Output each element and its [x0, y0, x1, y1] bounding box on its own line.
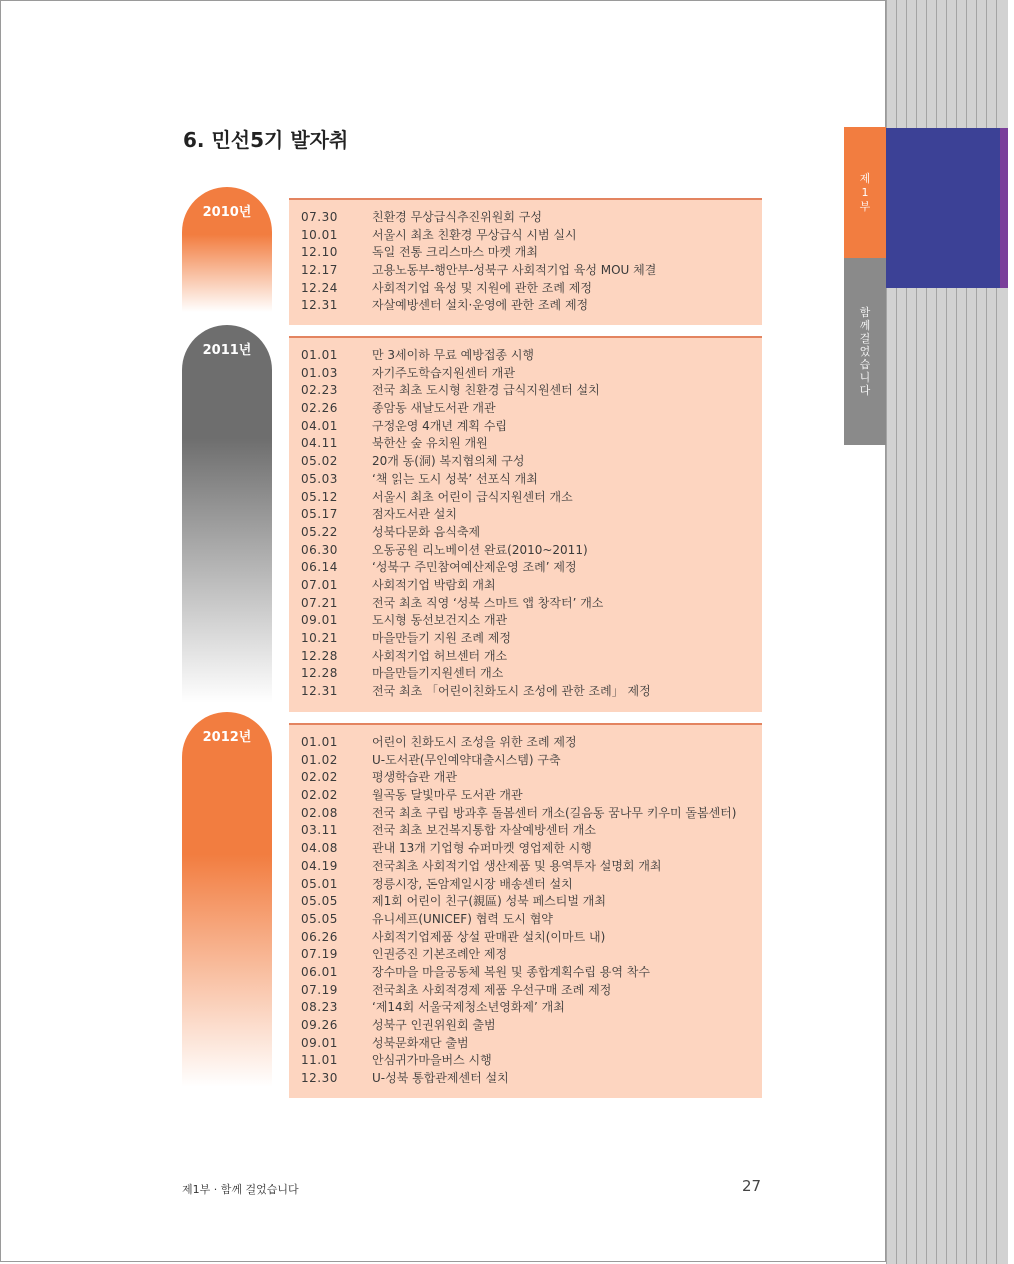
- event-text: 성북구 인권위원회 출범: [372, 1018, 496, 1032]
- event-text: ‘책 읽는 도시 성북’ 선포식 개최: [372, 471, 538, 486]
- event-text: ‘성북구 주민참여예산제운영 조례’ 제정: [372, 560, 577, 575]
- part-subtitle-tab: [844, 258, 886, 445]
- event-date: 05.03: [301, 471, 338, 486]
- subtitle-char: 습: [859, 358, 871, 371]
- page-title: 6. 민선5기 발자취: [183, 128, 349, 152]
- timeline-row: [289, 612, 762, 630]
- timeline-row: [289, 630, 762, 648]
- timeline-row: [289, 542, 762, 560]
- event-text: 제1회 어린이 친구(親區) 성북 페스티벌 개최: [372, 894, 606, 909]
- event-date: 02.08: [301, 805, 338, 820]
- event-text: 구정운영 4개년 계획 수립: [372, 418, 507, 433]
- event-text: 전국 최초 직영 ‘성북 스마트 앱 창작터’ 개소: [372, 595, 604, 610]
- event-text: 사회적기업 허브센터 개소: [372, 648, 508, 663]
- event-date: 05.12: [301, 489, 338, 504]
- part-tab-char: 1: [861, 186, 869, 199]
- timeline-row: [289, 999, 762, 1017]
- event-text: 종암동 새날도서관 개관: [372, 401, 496, 416]
- timeline-row: [289, 595, 762, 613]
- event-text: 도시형 동선보건지소 개관: [372, 613, 508, 628]
- event-date: 02.02: [301, 770, 338, 785]
- chapter-band-accent: [1000, 128, 1008, 288]
- year-pill-2012: [182, 712, 272, 1087]
- timeline-row: [289, 648, 762, 666]
- event-text: 전국 최초 보건복지통합 자살예방센터 개소: [372, 823, 596, 838]
- event-text: 안심귀가마을버스 시행: [372, 1053, 492, 1068]
- timeline-row: [289, 209, 762, 227]
- timeline-row: [289, 1070, 762, 1088]
- event-text: 서울시 최초 어린이 급식지원센터 개소: [372, 489, 573, 504]
- event-text: 고용노동부-행안부-성북구 사회적기업 육성 MOU 체결: [372, 263, 657, 278]
- events-box-2012: [289, 723, 762, 1098]
- event-date: 01.01: [301, 348, 338, 362]
- event-text: 장수마을 마을공동체 복원 및 종합계획수립 용역 착수: [372, 964, 650, 979]
- event-text: 사회적기업 박람회 개최: [372, 577, 496, 592]
- timeline-row: [289, 876, 762, 894]
- event-date: 11.01: [301, 1053, 338, 1068]
- timeline-row: [289, 227, 762, 245]
- event-date: 01.03: [301, 365, 338, 380]
- timeline-row: [289, 1017, 762, 1035]
- timeline-row: [289, 822, 762, 840]
- event-text: 인권증진 기본조례안 제정: [372, 947, 508, 962]
- event-text: 어린이 친화도시 조성을 위한 조례 제정: [372, 735, 577, 749]
- event-date: 01.02: [301, 752, 338, 767]
- events-box-2010: [289, 198, 762, 325]
- timeline-row: [289, 471, 762, 489]
- timeline-row: [289, 506, 762, 524]
- event-text: 점자도서관 설치: [372, 507, 457, 522]
- event-text: 전국 최초 도시형 친환경 급식지원센터 설치: [372, 383, 600, 398]
- timeline-row: [289, 559, 762, 577]
- timeline-row: [289, 734, 762, 752]
- subtitle-char: 함: [859, 306, 871, 319]
- part-tab[interactable]: [844, 127, 886, 258]
- event-text: 서울시 최초 친환경 무상급식 시범 실시: [372, 227, 577, 242]
- year-label: 2010년: [202, 205, 252, 220]
- event-date: 06.01: [301, 964, 338, 979]
- event-text: 사회적기업 육성 및 지원에 관한 조례 제정: [372, 280, 592, 295]
- event-text: 전국 최초 「어린이친화도시 조성에 관한 조례」 제정: [372, 684, 651, 699]
- timeline-row: [289, 244, 762, 262]
- event-text: U-도서관(무인예약대출시스템) 구축: [372, 752, 561, 767]
- event-date: 05.22: [301, 524, 338, 539]
- event-date: 09.01: [301, 613, 338, 628]
- event-date: 02.02: [301, 788, 338, 803]
- event-date: 09.26: [301, 1018, 338, 1032]
- timeline-row: [289, 382, 762, 400]
- event-date: 04.19: [301, 858, 338, 873]
- timeline-row: [289, 1035, 762, 1053]
- event-text: 사회적기업제품 상설 판매관 설치(이마트 내): [372, 929, 606, 944]
- event-text: 성북문화재단 출범: [372, 1035, 469, 1050]
- timeline-row: [289, 964, 762, 982]
- page-number: 27: [742, 1177, 762, 1195]
- event-date: 06.30: [301, 542, 338, 557]
- year-label: 2012년: [202, 730, 252, 745]
- event-text: 마을만들기지원센터 개소: [372, 666, 504, 681]
- timeline-row: [289, 418, 762, 436]
- event-text: 유니세프(UNICEF) 협력 도시 협약: [372, 911, 553, 926]
- timeline-row: [289, 297, 762, 315]
- timeline-row: [289, 524, 762, 542]
- event-text: 친환경 무상급식추진위원회 구성: [372, 210, 542, 224]
- event-text: U-성북 통합관제센터 설치: [372, 1071, 509, 1086]
- timeline-row: [289, 262, 762, 280]
- chapter-band: [886, 128, 1000, 288]
- subtitle-char: 니: [859, 371, 871, 384]
- timeline-row: [289, 365, 762, 383]
- event-date: 12.24: [301, 280, 338, 295]
- event-date: 10.01: [301, 227, 338, 242]
- event-date: 12.31: [301, 298, 338, 313]
- event-date: 10.21: [301, 631, 338, 645]
- timeline-row: [289, 577, 762, 595]
- timeline-row: [289, 787, 762, 805]
- event-date: 05.17: [301, 507, 338, 522]
- event-text: 자살예방센터 설치·운영에 관한 조례 제정: [372, 298, 589, 313]
- event-text: ‘제14회 서울국제청소년영화제’ 개최: [372, 1000, 565, 1015]
- event-date: 03.11: [301, 823, 338, 838]
- event-text: 북한산 숲 유치원 개원: [372, 436, 488, 451]
- part-tab-char: 부: [859, 200, 871, 213]
- timeline-row: [289, 683, 762, 701]
- footer-section-title: 제1부 · 함께 걸었습니다: [182, 1183, 299, 1196]
- timeline-row: [289, 665, 762, 683]
- event-date: 08.23: [301, 1000, 338, 1015]
- timeline-row: [289, 769, 762, 787]
- event-date: 12.28: [301, 666, 338, 681]
- event-text: 전국 최초 구립 방과후 돌봄센터 개소(길음동 꿈나무 키우미 돌봄센터): [372, 805, 737, 820]
- event-date: 12.30: [301, 1071, 338, 1086]
- event-date: 12.10: [301, 245, 338, 260]
- part-tab-char: 제: [859, 172, 871, 185]
- event-date: 12.28: [301, 648, 338, 663]
- event-text: 평생학습관 개관: [372, 770, 457, 785]
- year-pill-2011: [182, 325, 272, 703]
- timeline-row: [289, 435, 762, 453]
- timeline-row: [289, 982, 762, 1000]
- timeline-row: [289, 946, 762, 964]
- event-text: 마을만들기 지원 조례 제정: [372, 631, 511, 645]
- event-text: 전국최초 사회적기업 생산제품 및 용역투자 설명회 개최: [372, 858, 662, 873]
- event-date: 01.01: [301, 735, 338, 749]
- timeline-row: [289, 1052, 762, 1070]
- timeline-row: [289, 911, 762, 929]
- timeline-row: [289, 840, 762, 858]
- subtitle-char: 었: [859, 345, 871, 358]
- event-date: 07.19: [301, 947, 338, 962]
- event-text: 관내 13개 기업형 슈퍼마켓 영업제한 시행: [372, 841, 592, 856]
- events-box-2011: [289, 336, 762, 712]
- event-date: 04.01: [301, 418, 338, 433]
- event-text: 월곡동 달빛마루 도서관 개관: [372, 788, 523, 803]
- timeline-row: [289, 752, 762, 770]
- year-pill-2010: [182, 187, 272, 312]
- event-date: 06.14: [301, 560, 338, 575]
- event-text: 정릉시장, 돈암제일시장 배송센터 설치: [372, 876, 573, 891]
- timeline-row: [289, 893, 762, 911]
- event-date: 05.05: [301, 911, 338, 926]
- event-text: 만 3세이하 무료 예방접종 시행: [372, 348, 534, 362]
- timeline-row: [289, 489, 762, 507]
- timeline-row: [289, 805, 762, 823]
- subtitle-char: 다: [859, 384, 871, 397]
- event-text: 성북다문화 음식축제: [372, 524, 481, 539]
- event-text: 자기주도학습지원센터 개관: [372, 365, 515, 380]
- event-text: 오동공원 리노베이션 완료(2010~2011): [372, 542, 588, 557]
- timeline-row: [289, 858, 762, 876]
- event-date: 07.01: [301, 577, 338, 592]
- timeline-row: [289, 453, 762, 471]
- year-label: 2011년: [202, 343, 252, 358]
- event-date: 04.08: [301, 841, 338, 856]
- event-date: 04.11: [301, 436, 338, 451]
- event-date: 02.23: [301, 383, 338, 398]
- timeline-row: [289, 280, 762, 298]
- event-date: 05.02: [301, 454, 338, 469]
- event-date: 06.26: [301, 929, 338, 944]
- timeline-row: [289, 929, 762, 947]
- event-date: 05.01: [301, 876, 338, 891]
- event-date: 05.05: [301, 894, 338, 909]
- event-text: 전국최초 사회적경제 제품 우선구매 조례 제정: [372, 982, 612, 997]
- timeline-row: [289, 400, 762, 418]
- event-date: 02.26: [301, 401, 338, 416]
- event-date: 07.30: [301, 210, 338, 224]
- event-date: 12.17: [301, 263, 338, 278]
- event-text: 20개 동(洞) 복지협의체 구성: [372, 454, 525, 469]
- event-text: 독일 전통 크리스마스 마켓 개최: [372, 245, 538, 260]
- event-date: 07.21: [301, 595, 338, 610]
- subtitle-char: 걸: [859, 332, 871, 345]
- timeline-row: [289, 347, 762, 365]
- event-date: 07.19: [301, 982, 338, 997]
- event-date: 09.01: [301, 1035, 338, 1050]
- event-date: 12.31: [301, 684, 338, 699]
- subtitle-char: 께: [859, 319, 871, 332]
